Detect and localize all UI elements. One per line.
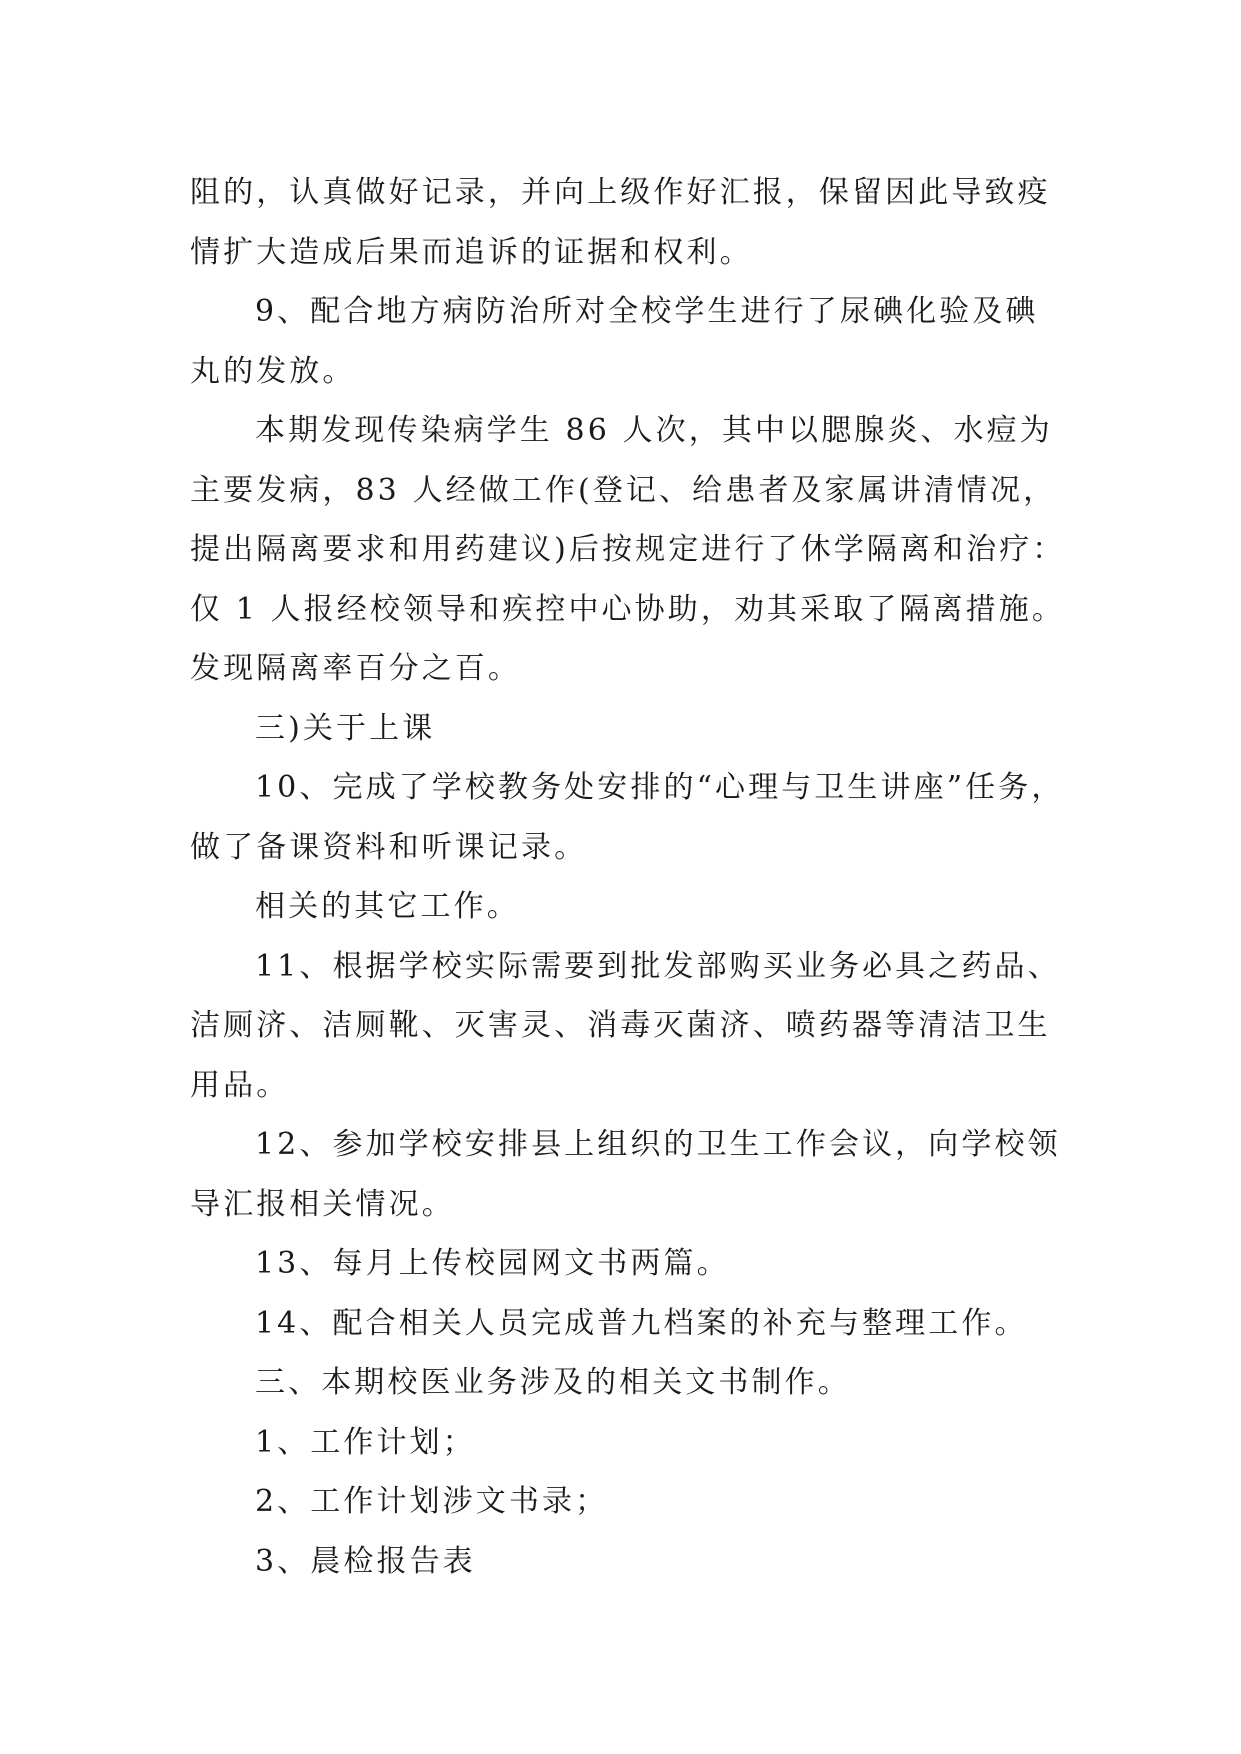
document-body xyxy=(190,163,1070,1591)
text-line: 用品。 xyxy=(190,1067,290,1103)
text-line: 本期发现传染病学生 86 人次，其中以腮腺炎、水痘为 xyxy=(255,413,1053,448)
text-line: 14、配合相关人员完成普九档案的补充与整理工作。 xyxy=(255,1305,1028,1341)
text-line: 11、根据学校实际需要到批发部购买业务必具之药品、 xyxy=(255,948,1061,984)
list-item: 1、工作计划； xyxy=(255,1424,476,1460)
text-line: 做了备课资料和听课记录。 xyxy=(190,829,588,865)
section-heading: 三)关于上课 xyxy=(255,710,436,746)
text-line: 9、配合地方病防治所对全校学生进行了尿碘化验及碘 xyxy=(255,294,1039,329)
text-line: 10、完成了学校教务处安排的“心理与卫生讲座”任务， xyxy=(255,770,1065,805)
text-line: 洁厕济、洁厕靴、灭害灵、消毒灭菌济、喷药器等清洁卫生 xyxy=(190,1008,1051,1043)
section-heading: 三、本期校医业务涉及的相关文书制作。 xyxy=(255,1365,851,1400)
text-line: 提出隔离要求和用药建议)后按规定进行了休学隔离和治疗： xyxy=(190,532,1066,567)
text-line: 发现隔离率百分之百。 xyxy=(190,651,521,686)
text-line: 丸的发放。 xyxy=(190,353,356,389)
text-line: 13、每月上传校园网文书两篇。 xyxy=(255,1246,730,1281)
text-line: 相关的其它工作。 xyxy=(255,889,520,924)
text-line: 12、参加学校安排县上组织的卫生工作会议，向学校领 xyxy=(255,1127,1061,1162)
text-line: 情扩大造成后果而追诉的证据和权利。 xyxy=(190,234,753,270)
list-item: 3、晨检报告表 xyxy=(255,1543,476,1579)
text-line: 阻的，认真做好记录，并向上级作好汇报，保留因此导致疫 xyxy=(190,175,1051,210)
text-line: 仅 1 人报经校领导和疾控中心协助，劝其采取了隔离措施。 xyxy=(190,591,1065,627)
text-line: 主要发病，83 人经做工作(登记、给患者及家属讲清情况， xyxy=(190,472,1057,508)
list-item: 2、工作计划涉文书录； xyxy=(255,1484,609,1519)
text-line: 导汇报相关情况。 xyxy=(190,1186,455,1222)
